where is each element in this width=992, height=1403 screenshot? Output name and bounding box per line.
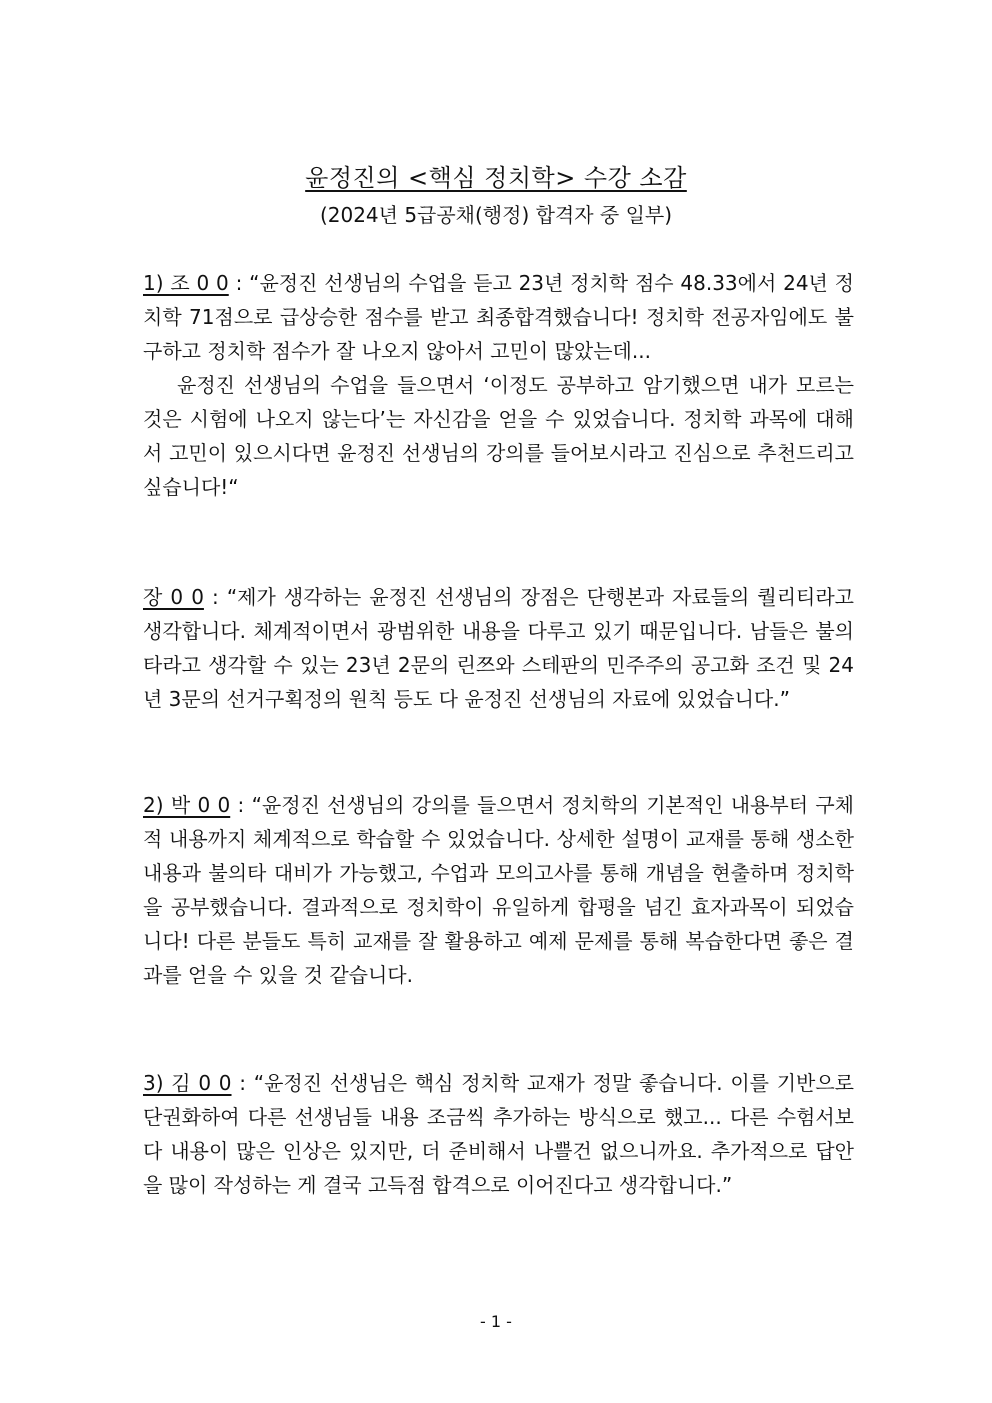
name-separator: : bbox=[230, 793, 252, 817]
review-paragraph bbox=[143, 788, 854, 992]
name-separator: : bbox=[231, 1071, 254, 1095]
reviewer-name: 2) 박 0 0 bbox=[143, 793, 231, 817]
name-separator: : bbox=[203, 585, 227, 609]
reviewer-name: 장 0 0 bbox=[143, 585, 204, 609]
reviewer-name: 1) 조 0 0 bbox=[143, 271, 229, 295]
review-2 bbox=[143, 580, 854, 716]
review-1 bbox=[143, 266, 854, 504]
review-text: “윤정진 선생님의 수업을 듣고 23년 정치학 점수 48.33에서 24년 정치학 71점으로 급상승한 점수를 받고 최종합격했습니다! 정치학 전공자임에도 불구하고 정치학 점수가 잘 나오지 않아서 고민이 많았는데... bbox=[143, 271, 855, 363]
review-3 bbox=[143, 788, 854, 992]
document-title-text: 윤정진의 <핵심 정치학> 수강 소감 bbox=[305, 164, 687, 192]
review-text: “제가 생각하는 윤정진 선생님의 장점은 단행본과 자료들의 퀄리티라고 생각합니다. 체계적이면서 광범위한 내용을 다루고 있기 때문입니다. 남들은 불의타라고 생각할 수 있는 23년 2문의 린쯔와 스테판의 민주주의 공고화 조건 및 24년 3문의 선거구획정의 원칙 등도 다 윤정진 선생님의 자료에 있었습니다.” bbox=[143, 585, 854, 711]
page-number: - 1 - bbox=[480, 1312, 512, 1331]
review-text: “윤정진 선생님은 핵심 정치학 교재가 정말 좋습니다. 이를 기반으로 단권화하여 다른 선생님들 내용 조금씩 추가하는 방식으로 했고... 다른 수험서보다 내용이 많은 인상은 있지만, 더 준비해서 나쁠건 없으니까요. 추가적으로 답안을 많이 작성하는 게 결국 고득점 합격으로 이어진다고 생각합니다.” bbox=[143, 1071, 854, 1197]
review-text: 윤정진 선생님의 수업을 들으면서 ‘이정도 공부하고 암기했으면 내가 모르는 것은 시험에 나오지 않는다’는 자신감을 얻을 수 있었습니다. 정치학 과목에 대해서 고민이 있으시다면 윤정진 선생님의 강의를 들어보시라고 진심으로 추천드리고 싶습니다!“ bbox=[143, 373, 854, 499]
document-title bbox=[0, 160, 992, 196]
review-paragraph bbox=[143, 1066, 854, 1202]
name-separator: : bbox=[228, 271, 250, 295]
review-paragraph bbox=[143, 368, 854, 504]
document-subtitle: (2024년 5급공채(행정) 합격자 중 일부) bbox=[319, 203, 673, 227]
review-paragraph bbox=[143, 580, 854, 716]
review-paragraph bbox=[143, 266, 854, 368]
review-4 bbox=[143, 1066, 854, 1202]
reviewer-name: 3) 김 0 0 bbox=[143, 1071, 232, 1095]
review-text: “윤정진 선생님의 강의를 들으면서 정치학의 기본적인 내용부터 구체적 내용까지 체계적으로 학습할 수 있었습니다. 상세한 설명이 교재를 통해 생소한 내용과 불의타 대비가 가능했고, 수업과 모의고사를 통해 개념을 현출하며 정치학을 공부했습니다. 결과적으로 정치학이 유일하게 합평을 넘긴 효자과목이 되었습니다! 다른 분들도 특히 교재를 잘 활용하고 예제 문제를 통해 복습한다면 좋은 결과를 얻을 수 있을 것 같습니다. bbox=[143, 793, 855, 987]
